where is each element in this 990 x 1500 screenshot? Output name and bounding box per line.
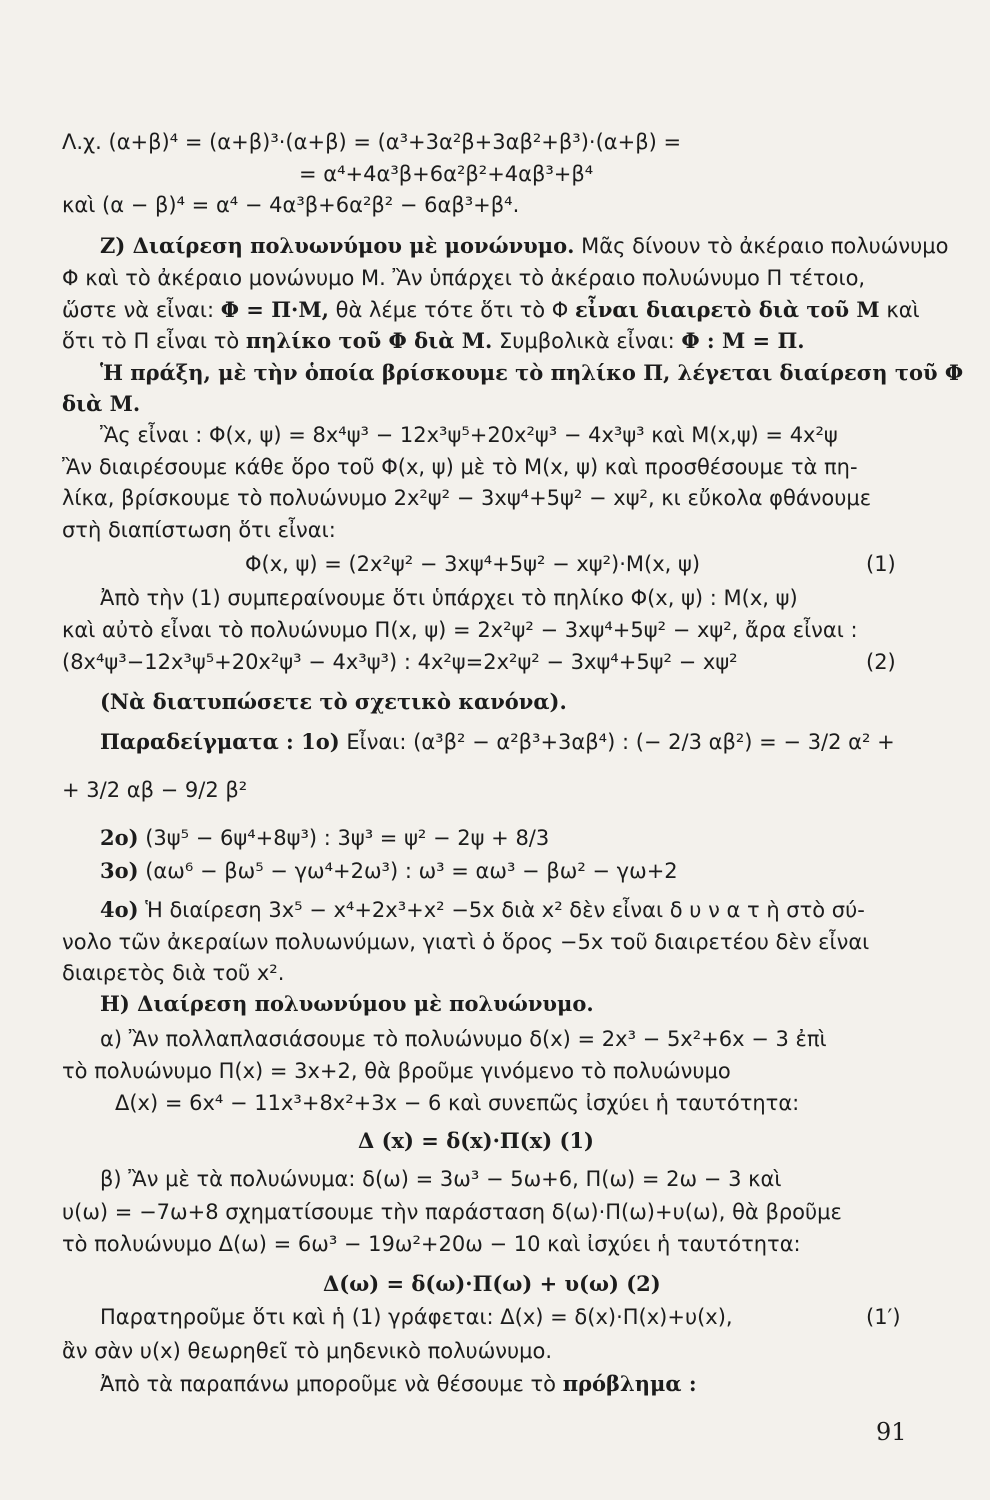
text-line: Παρατηροῦμε ὅτι καὶ ἡ (1) γράφεται: Δ(x) = δ(x)·Π(x)+υ(x), [100,1305,733,1329]
text-line: υ(ω) = −7ω+8 σχηματίσουμε τὴν παράσταση δ(ω)·Π(ω)+υ(ω), θὰ βροῦμε [62,1200,842,1224]
example-2-formula: (3ψ⁵ − 6ψ⁴+8ψ³) : 3ψ³ = ψ² − 2ψ + 8/3 [138,826,550,850]
text-line: Φ καὶ τὸ ἀκέραιο μονώνυμο Μ. Ἂν ὑπάρχει τὸ ἀκέραιο πολυώνυμο Π τέτοιο, [62,266,866,290]
equation-2-number: (2) [866,650,896,674]
equation-1-number: (1) [866,552,896,576]
item-label: 3ο) [100,858,139,883]
text-line: Ἂν διαιρέσουμε κάθε ὅρο τοῦ Φ(x, ψ) μὲ τὸ Μ(x, ψ) καὶ προσθέσουμε τὰ πη- [62,455,858,479]
equation-1prime-number: (1′) [866,1305,901,1329]
example-1-continued: + 3/2 αβ − 9/2 β² [62,778,248,802]
rule-prompt: (Νὰ διατυπώσετε τὸ σχετικὸ κανόνα). [100,689,567,714]
text-line: στὴ διαπίστωση ὅτι εἶναι: [62,518,336,542]
text-span: Ἀπὸ τὰ παραπάνω μποροῦμε νὰ θέσουμε τὸ [100,1372,563,1396]
example-2 [100,824,549,852]
section-h-title: Η) Διαίρεση πολυωνύμου μὲ πολυώνυμο. [100,991,594,1016]
examples-label: Παραδείγματα : 1ο) [100,729,340,754]
example-4-text: Ἡ διαίρεση 3x⁵ − x⁴+2x³+x² −5x διὰ x² δὲν εἶναι δ υ ν α τ ὴ στὸ σύ- [138,898,865,922]
text-line: Ἀπὸ τὴν (1) συμπεραίνουμε ὅτι ὑπάρχει τὸ πηλίκο Φ(x, ψ) : Μ(x, ψ) [100,586,798,610]
text-line: τὸ πολυώνυμο Π(x) = 3x+2, θὰ βροῦμε γινόμενο τὸ πολυώνυμο [62,1059,731,1083]
text-line: διαιρετὸς διὰ τοῦ x². [62,961,285,985]
text-line: Δ(x) = 6x⁴ − 11x³+8x²+3x − 6 καὶ συνεπῶς ἰσχύει ἡ ταυτότητα: [115,1091,800,1115]
text-line: νολο τῶν ἀκεραίων πολυωνύμων, γιατὶ ὁ ὅρος −5x τοῦ διαιρετέου δὲν εἶναι [62,930,870,954]
example-expansion-line-2: = α⁴+4α³β+6α²β²+4αβ³+β⁴ [299,162,594,186]
example-3-formula: (αω⁶ − βω⁵ − γω⁴+2ω³) : ω³ = αω³ − βω² − γω+2 [138,859,678,883]
text-line: α) Ἂν πολλαπλασιάσουμε τὸ πολυώνυμο δ(x) = 2x³ − 5x²+6x − 3 ἐπὶ [100,1027,827,1051]
example-4 [100,896,865,924]
identity-1: Δ (x) = δ(x)·Π(x) (1) [358,1128,594,1153]
text-line: ἂν σὰν υ(x) θεωρηθεῖ τὸ μηδενικὸ πολυώνυμο. [62,1339,553,1363]
definition-line [62,296,920,324]
text-span: θὰ λέμε τότε ὅτι τὸ Φ [328,298,575,322]
text-span: ὥστε νὰ εἶναι: [62,298,221,322]
example-3 [100,857,678,885]
example-expansion-line-3: καὶ (α − β)⁴ = α⁴ − 4α³β+6α²β² − 6αβ³+β⁴. [62,193,520,217]
term-span: πηλίκο τοῦ Φ διὰ Μ. [245,328,493,353]
section-z-heading-line [100,232,948,260]
definition-line-2 [62,327,805,355]
example-1 [100,728,895,756]
item-label: 4ο) [100,897,139,922]
item-label: 2ο) [100,825,139,850]
text-line: β) Ἂν μὲ τὰ πολυώνυμα: δ(ω) = 3ω³ − 5ω+6, Π(ω) = 2ω − 3 καὶ [100,1167,782,1191]
example-expansion-line-1: Λ.χ. (α+β)⁴ = (α+β)³·(α+β) = (α³+3α²β+3αβ²+β³)·(α+β) = [62,130,682,154]
division-definition-end: διὰ Μ. [62,391,141,416]
division-definition: Ἡ πράξη, μὲ τὴν ὁποία βρίσκουμε τὸ πηλίκο Π, λέγεται διαίρεση τοῦ Φ [100,360,964,385]
formula-span: Φ = Π·Μ, [220,297,329,322]
text-span: Συμβολικὰ εἶναι: [492,329,682,353]
text-line: τὸ πολυώνυμο Δ(ω) = 6ω³ − 19ω²+20ω − 10 καὶ ἰσχύει ἡ ταυτότητα: [62,1232,801,1256]
formula-span: Φ : Μ = Π. [681,328,805,353]
text-span: ὅτι τὸ Π εἶναι τὸ [62,329,246,353]
page-number: 91 [876,1418,907,1446]
term-span: εἶναι διαιρετὸ διὰ τοῦ Μ [574,297,880,322]
text-line [100,1370,697,1398]
equation-2: (8x⁴ψ³−12x³ψ⁵+20x²ψ³ − 4x³ψ³) : 4x²ψ=2x²ψ² − 3xψ⁴+5ψ² − xψ² [62,650,738,674]
equation-1: Φ(x, ψ) = (2x²ψ² − 3xψ⁴+5ψ² − xψ²)·Μ(x, ψ) [245,552,701,576]
text-line: λίκα, βρίσκουμε τὸ πολυώνυμο 2x²ψ² − 3xψ⁴+5ψ² − xψ², κι εὔκολα φθάνουμε [62,486,872,510]
identity-2: Δ(ω) = δ(ω)·Π(ω) + υ(ω) (2) [323,1271,661,1296]
example-phi-definition: Ἂς εἶναι : Φ(x, ψ) = 8x⁴ψ³ − 12x³ψ⁵+20x²ψ³ − 4x³ψ³ καὶ Μ(x,ψ) = 4x²ψ [100,423,838,447]
term-span: πρόβλημα : [562,1371,697,1396]
text-line: καὶ αὐτὸ εἶναι τὸ πολυώνυμο Π(x, ψ) = 2x²ψ² − 3xψ⁴+5ψ² − xψ², ἄρα εἶναι : [62,618,858,642]
example-1-formula: Εἶναι: (α³β² − α²β³+3αβ⁴) : (− 2/3 αβ²) = − 3/2 α² + [339,730,895,754]
text-span: καὶ [879,298,920,322]
section-z-title: Ζ) Διαίρεση πολυωνύμου μὲ μονώνυμο. [100,233,575,258]
section-z-intro: Μᾶς δίνουν τὸ ἀκέραιο πολυώνυμο [574,234,949,258]
